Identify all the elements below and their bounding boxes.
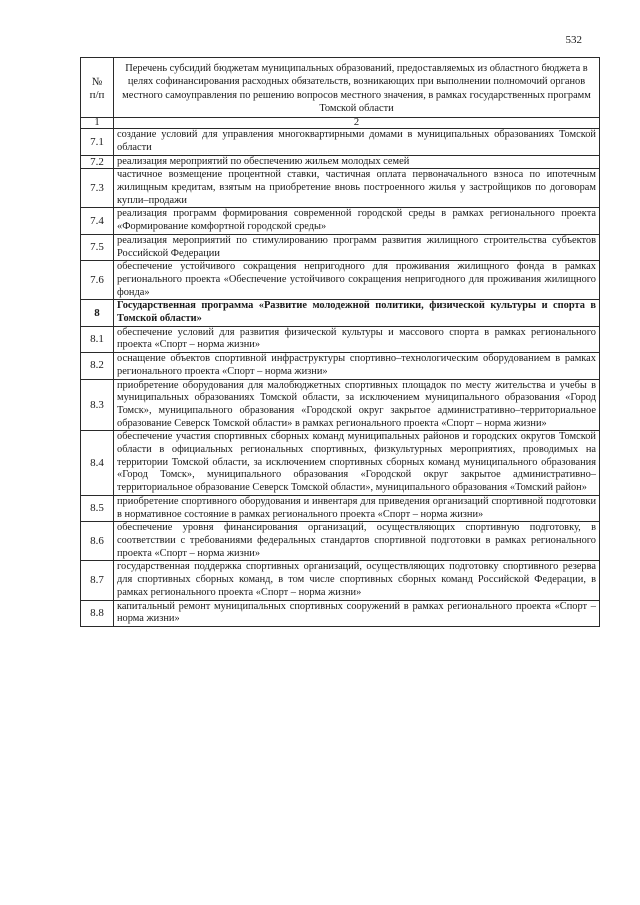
- header-title-cell: Перечень субсидий бюджетам муниципальных образований, предоставляемых из областного бюджета в целях софинансирования расходных обязательств, возникающих при выполнении полномочий органов местного самоуправления по решению вопросов местного значения, в рамках государственных программ Томской области: [114, 58, 600, 118]
- table-row: [81, 208, 600, 234]
- table-row: [81, 600, 600, 626]
- row-number: 7.3: [81, 169, 114, 208]
- table-row: [81, 431, 600, 496]
- column-index-1: 1: [81, 118, 114, 129]
- row-number: 7.2: [81, 155, 114, 169]
- row-description: обеспечение условий для развития физической культуры и массового спорта в рамках регионального проекта «Спорт – норма жизни»: [114, 326, 600, 352]
- section-row: [81, 300, 600, 326]
- table-row: [81, 169, 600, 208]
- row-description: приобретение оборудования для малобюджетных спортивных площадок по месту жительства и учебы в муниципальных образованиях Томской области, за исключением муниципального образования «Город Томск», муниципального образования «Городской округ закрытое административно–территориальное образование Северск Томской области» в рамках регионального проекта «Спорт – норма жизни»: [114, 379, 600, 431]
- row-number: 8.1: [81, 326, 114, 352]
- table-row: [81, 379, 600, 431]
- row-number: 7.1: [81, 129, 114, 155]
- column-index-row: [81, 118, 600, 129]
- table-row: [81, 326, 600, 352]
- row-number: 8.4: [81, 431, 114, 496]
- row-number: 8.3: [81, 379, 114, 431]
- row-description: реализация мероприятий по обеспечению жильем молодых семей: [114, 155, 600, 169]
- row-description: реализация программ формирования современной городской среды в рамках регионального проекта «Формирование комфортной городской среды»: [114, 208, 600, 234]
- row-number: 8.7: [81, 561, 114, 600]
- table-row: [81, 495, 600, 521]
- table-row: [81, 353, 600, 379]
- table-row: [81, 234, 600, 260]
- row-number: 8.8: [81, 600, 114, 626]
- row-number: 8.5: [81, 495, 114, 521]
- row-number: 7.4: [81, 208, 114, 234]
- row-description: частичное возмещение процентной ставки, частичная оплата первоначального взноса по ипотечным жилищным кредитам, взятым на приобретение вновь построенного жилья у застройщиков по договорам купли–продажи: [114, 169, 600, 208]
- table-row: [81, 522, 600, 561]
- section-title: Государственная программа «Развитие молодежной политики, физической культуры и спорта в Томской области»: [114, 300, 600, 326]
- row-number: 8.6: [81, 522, 114, 561]
- row-description: обеспечение уровня финансирования организаций, осуществляющих спортивную подготовку, в соответствии с требованиями федеральных стандартов спортивной подготовки в рамках регионального проекта «Спорт – норма жизни»: [114, 522, 600, 561]
- row-description: оснащение объектов спортивной инфраструктуры спортивно–технологическим оборудованием в рамках регионального проекта «Спорт – норма жизни»: [114, 353, 600, 379]
- table-row: [81, 155, 600, 169]
- column-index-2: 2: [114, 118, 600, 129]
- row-number: 8: [81, 300, 114, 326]
- row-description: обеспечение устойчивого сокращения непригодного для проживания жилищного фонда в рамках регионального проекта «Обеспечение устойчивого сокращения непригодного для проживания жилищного фонда»: [114, 261, 600, 300]
- row-number: 7.6: [81, 261, 114, 300]
- subsidies-table: [80, 57, 600, 627]
- header-number-cell: № п/п: [81, 58, 114, 118]
- row-description: приобретение спортивного оборудования и инвентаря для приведения организаций спортивной подготовки в нормативное состояние в рамках регионального проекта «Спорт – норма жизни»: [114, 495, 600, 521]
- row-description: реализация мероприятий по стимулированию программ развития жилищного строительства субъектов Российской Федерации: [114, 234, 600, 260]
- row-number: 7.5: [81, 234, 114, 260]
- table-row: [81, 261, 600, 300]
- table-header-row: [81, 58, 600, 118]
- row-description: капитальный ремонт муниципальных спортивных сооружений в рамках регионального проекта «Спорт – норма жизни»: [114, 600, 600, 626]
- row-number: 8.2: [81, 353, 114, 379]
- table-row: [81, 561, 600, 600]
- row-description: обеспечение участия спортивных сборных команд муниципальных районов и городских округов Томской области в официальных региональных спортивных, физкультурных мероприятиях, проводимых на территории Томской области, за исключением спортивных сборных команд муниципального образования «Город Томск», муниципального образования «Городской округ закрытое административно–территориальное образование Северск Томской области», муниципального образования «Томский район»: [114, 431, 600, 496]
- table-row: [81, 129, 600, 155]
- page-number: 532: [565, 34, 582, 46]
- row-description: государственная поддержка спортивных организаций, осуществляющих подготовку спортивного резерва для спортивных сборных команд, в том числе спортивных сборных команд Российской Федерации, в рамках регионального проекта «Спорт – норма жизни»: [114, 561, 600, 600]
- row-description: создание условий для управления многоквартирными домами в муниципальных образованиях Томской области: [114, 129, 600, 155]
